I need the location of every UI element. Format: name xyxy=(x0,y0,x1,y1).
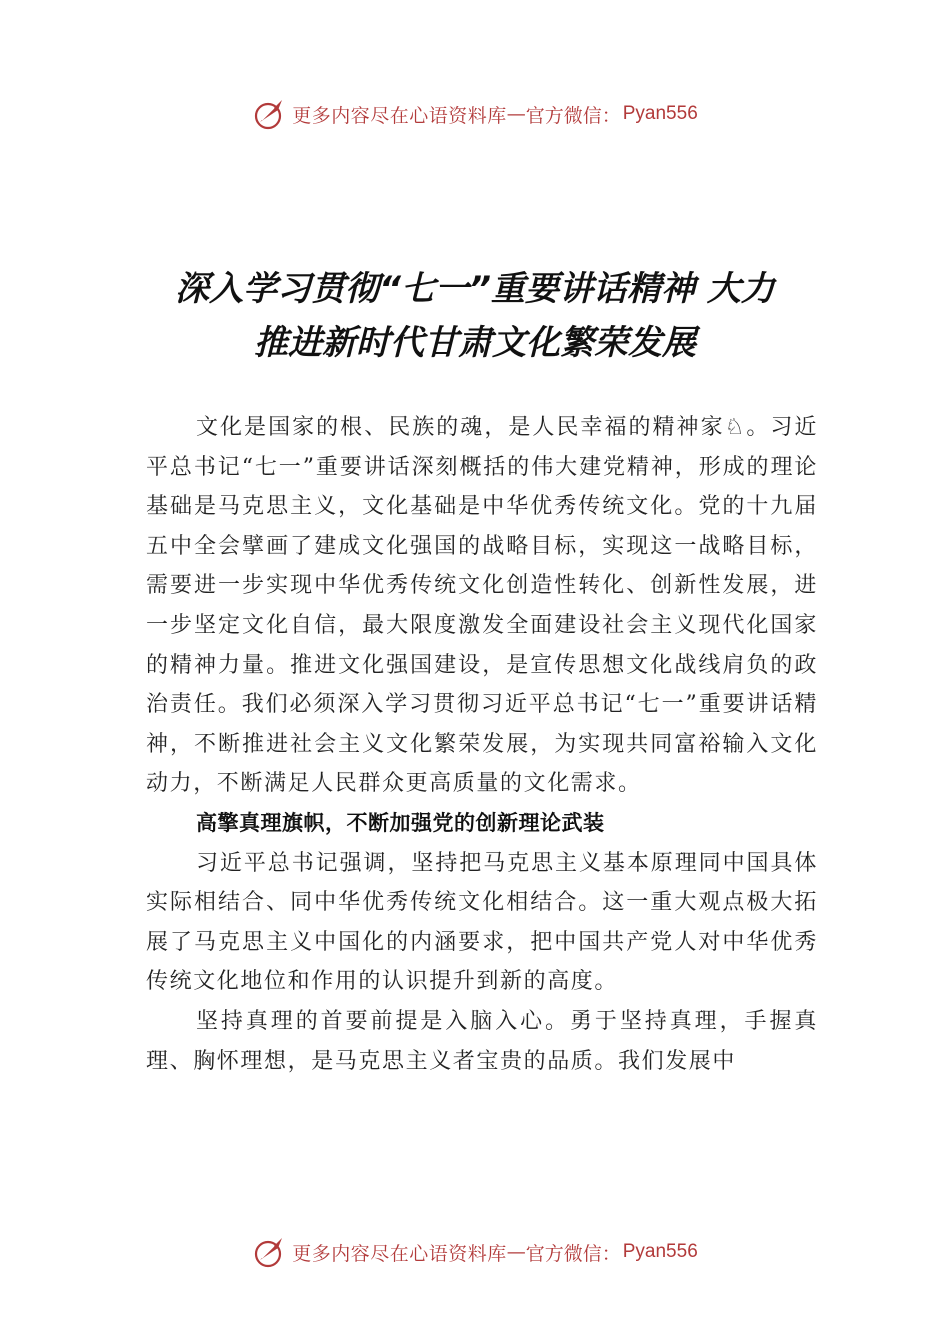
footer-banner xyxy=(0,1232,950,1272)
header-wechat-label: 官方微信： xyxy=(525,104,621,127)
title-line-2: 推进新时代甘肃文化繁荣发展 xyxy=(254,323,696,363)
footer-wechat-id: Pyan556 xyxy=(622,1241,698,1262)
paragraph-3: 坚持真理的首要前提是入脑入心。勇于坚持真理，手握真理、胸怀理想，是马克思主义者宝贵的品质。我们发展中 xyxy=(146,1008,818,1074)
document-title xyxy=(100,262,850,370)
quill-logo-icon xyxy=(252,96,288,132)
header-wechat-id: Pyan556 xyxy=(622,103,698,124)
document-body xyxy=(146,408,818,1081)
paragraph-1: 文化是国家的根、民族的魂，是人民幸福的精神家♘。习近平总书记“七一”重要讲话深刻概括的伟大建党精神，形成的理论基础是马克思主义，文化基础是中华优秀传统文化。党的十九届五中全会擘画了建成文化强国的战略目标，实现这一战略目标，需要进一步实现中华优秀传统文化创造性转化、创新性发展，进一步坚定文化自信，最大限度激发全面建设社会主义现代化国家的精神力量。推进文化强国建设，是宣传思想文化战线肩负的政治责任。我们必须深入学习贯彻习近平总书记“七一”重要讲话精神，不断推进社会主义文化繁荣发展，为实现共同富裕输入文化动力，不断满足人民群众更高质量的文化需求。 xyxy=(146,415,818,797)
footer-separator: — xyxy=(506,1241,526,1263)
title-line-1: 深入学习贯彻“七一”重要讲话精神 大力 xyxy=(175,269,775,309)
header-banner xyxy=(0,94,950,134)
section-heading: 高擎真理旗帜，不断加强党的创新理论武装 xyxy=(196,810,605,835)
paragraph-2: 习近平总书记强调，坚持把马克思主义基本原理同中国具体实际相结合、同中华优秀传统文化相结合。这一重大观点极大拓展了马克思主义中国化的内涵要求，把中国共产党人对中华优秀传统文化地位和作用的认识提升到新的高度。 xyxy=(146,850,818,995)
header-separator: — xyxy=(506,103,526,125)
footer-brand: 更多内容尽在心语资料库 xyxy=(292,1242,507,1265)
quill-logo-icon xyxy=(252,1234,288,1270)
header-brand: 更多内容尽在心语资料库 xyxy=(292,104,507,127)
footer-wechat-label: 官方微信： xyxy=(525,1242,621,1265)
